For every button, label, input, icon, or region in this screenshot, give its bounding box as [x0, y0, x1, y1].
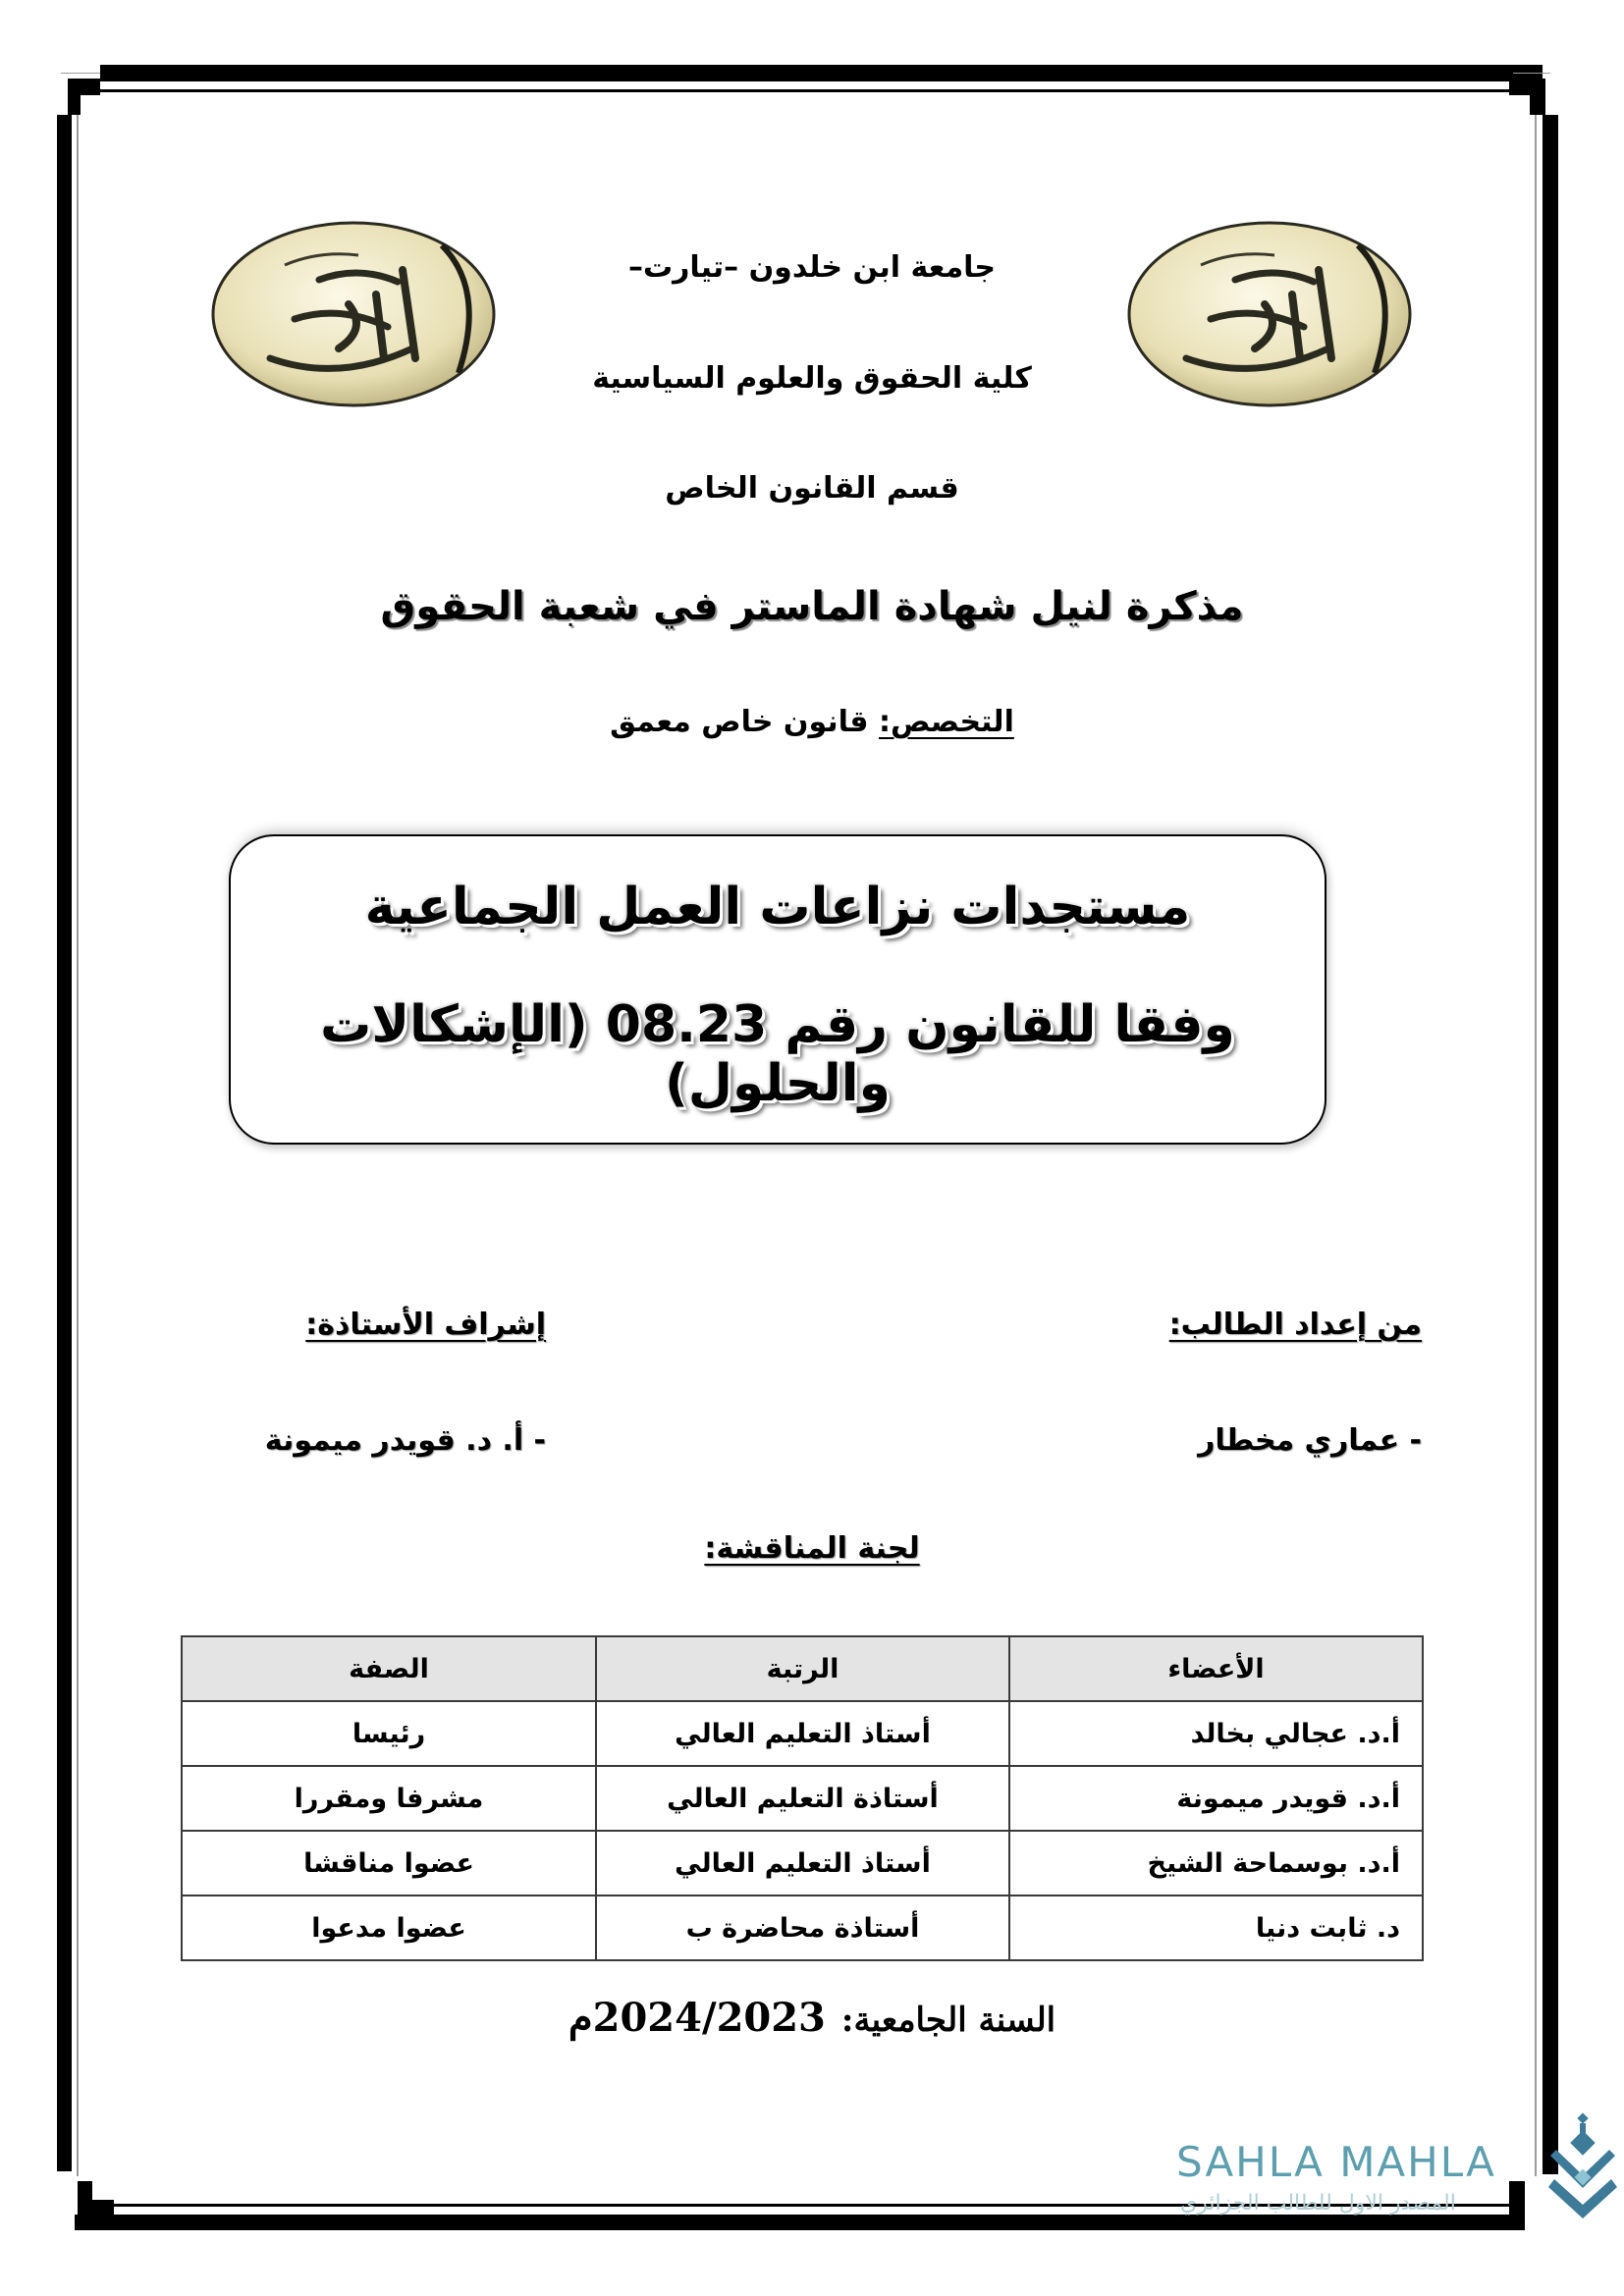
frame-right-bar [1543, 115, 1558, 2174]
faculty-name: كلية الحقوق والعلوم السياسية [592, 361, 1032, 396]
supervisor-label: إشراف الأستاذة: [305, 1308, 546, 1342]
frame-left-bar [57, 115, 72, 2171]
frame-outline-tr [1513, 73, 1550, 74]
jury-table [181, 1635, 1424, 1961]
frame-corner-br [1509, 2181, 1525, 2230]
frame-inner-right [1535, 115, 1537, 2176]
column-header-members: الأعضاء [1009, 1636, 1423, 1701]
member-rank: أستاذة التعليم العالي [596, 1766, 1009, 1831]
frame-bottom-bar [75, 2215, 1518, 2230]
member-role: مشرفا ومقررا [182, 1766, 596, 1831]
student-label: من إعداد الطالب: [1168, 1308, 1422, 1342]
table-row [182, 1701, 1423, 1766]
frame-corner-bl-2 [78, 2200, 114, 2217]
watermark-tagline: المصدر الاول للطالب الجزائري [1180, 2191, 1456, 2216]
frame-inner-left [77, 115, 79, 2176]
academic-year-value: 2024/2023م [568, 1995, 826, 2041]
student-name: - عماري مخطار [1198, 1423, 1422, 1458]
frame-corner-tl-2 [68, 79, 81, 115]
jury-heading-wrap [0, 1531, 1624, 1566]
specialty-label: التخصص: [878, 705, 1014, 739]
member-name: أ.د. بوسماحة الشيخ [1009, 1831, 1423, 1896]
jury-heading: لجنة المناقشة: [704, 1531, 920, 1566]
table-row [182, 1766, 1423, 1831]
sahla-mahla-logo-icon [1546, 2110, 1620, 2228]
member-role: رئيسا [182, 1701, 596, 1766]
member-rank: أستاذ التعليم العالي [596, 1701, 1009, 1766]
thesis-title-line-2: وفقا للقانون رقم 08.23 (الإشكالات والحلول) [320, 995, 1235, 1113]
jury-table-header [182, 1636, 1423, 1701]
member-name: د. ثابت دنيا [1009, 1896, 1423, 1960]
department-name: قسم القانون الخاص [665, 471, 959, 506]
academic-year [0, 1995, 1624, 2041]
frame-corner-tr-2 [1530, 79, 1545, 115]
university-name: جامعة ابن خلدون –تيارت– [627, 250, 997, 285]
thesis-title-box [229, 834, 1326, 1145]
table-row [182, 1896, 1423, 1960]
thesis-title-line-1: مستجدات نزاعات العمل الجماعية [364, 878, 1191, 936]
specialty [0, 705, 1624, 739]
specialty-value: قانون خاص معمق [610, 705, 879, 739]
column-header-rank: الرتبة [596, 1636, 1009, 1701]
member-rank: أستاذة محاضرة ب [596, 1896, 1009, 1960]
member-rank: أستاذ التعليم العالي [596, 1831, 1009, 1896]
academic-year-label: السنة الجامعية: [840, 2001, 1056, 2040]
frame-inner-top [100, 89, 1513, 92]
watermark-brand: SAHLA MAHLA [1176, 2138, 1496, 2186]
frame-top-bar [100, 65, 1543, 81]
member-name: أ.د. عجالي بخالد [1009, 1701, 1423, 1766]
supervisor-name: - أ. د. قويدر ميمونة [264, 1423, 546, 1458]
member-name: أ.د. قويدر ميمونة [1009, 1766, 1423, 1831]
column-header-role: الصفة [182, 1636, 596, 1701]
thesis-purpose: مذكرة لنيل شهادة الماستر في شعبة الحقوق [380, 584, 1244, 629]
table-row [182, 1831, 1423, 1896]
member-role: عضوا مناقشا [182, 1831, 596, 1896]
frame-outline-tl [61, 73, 100, 74]
member-role: عضوا مدعوا [182, 1896, 596, 1960]
